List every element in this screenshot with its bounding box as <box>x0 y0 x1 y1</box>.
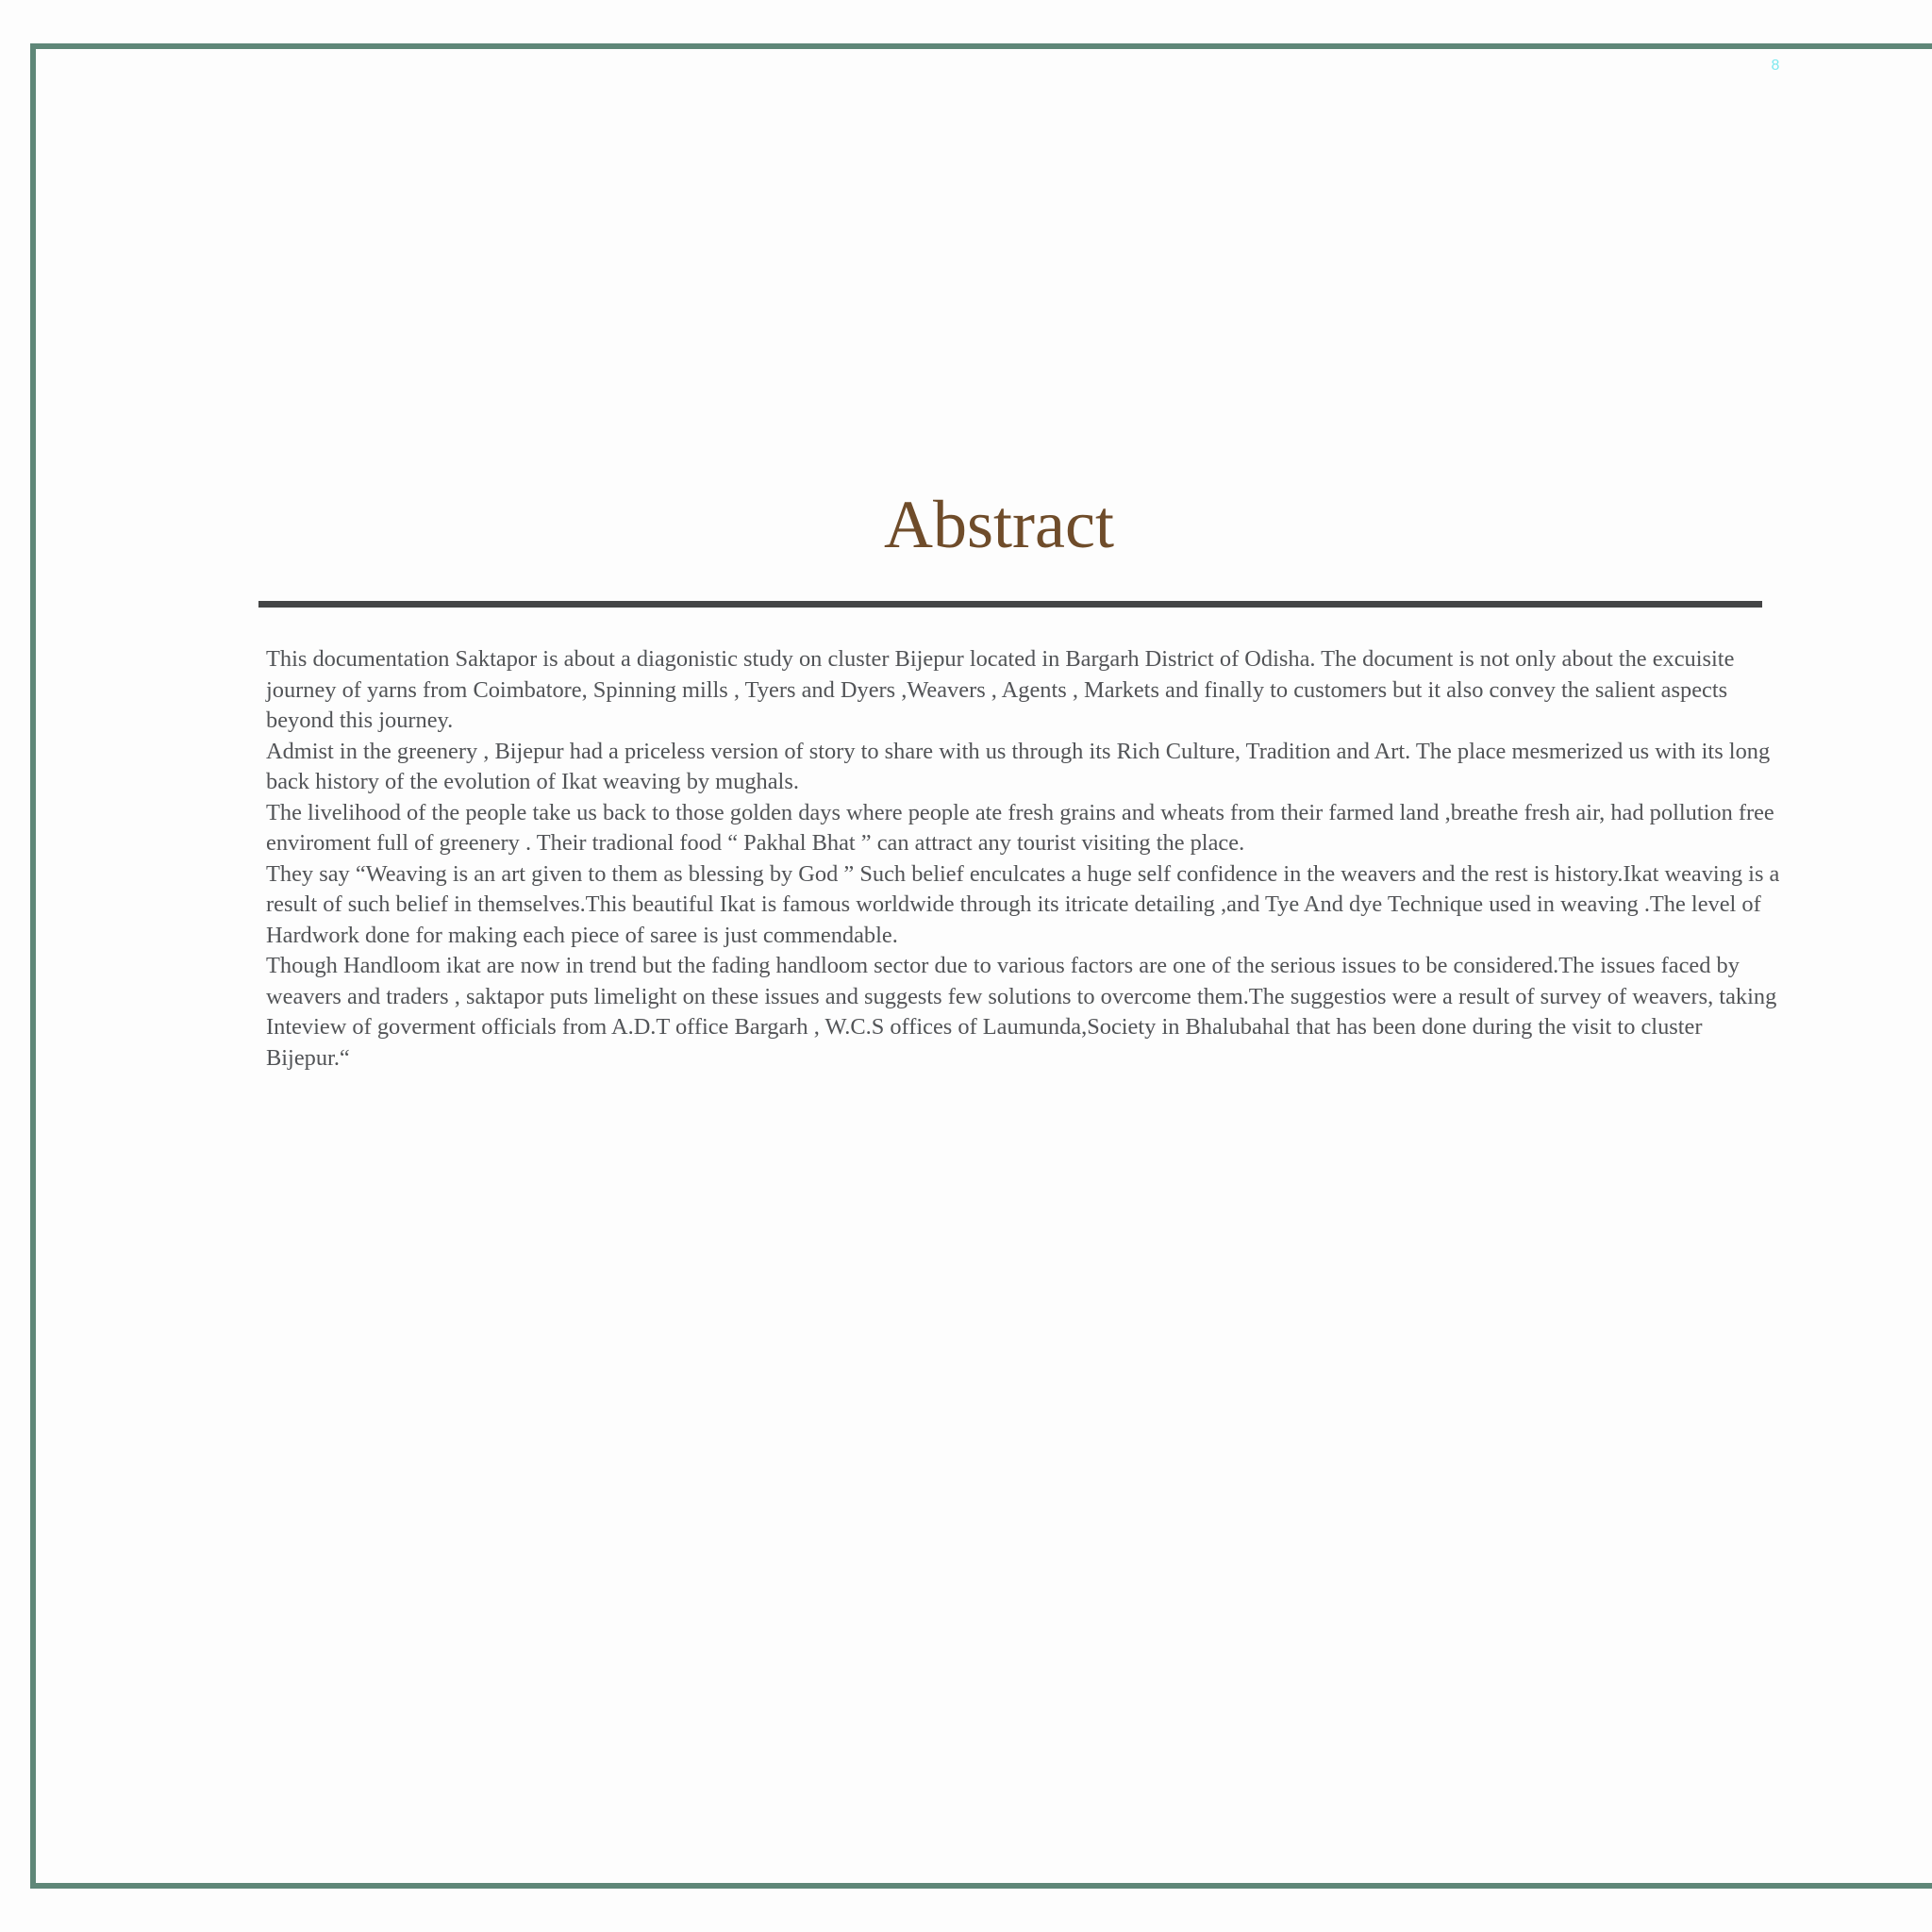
abstract-paragraph-3: The livelihood of the people take us back to those golden days where people ate fresh grains and wheats from their farmed land ,breathe fresh air, had pollution free enviroment full of greenery . Their tradional food “ Pakhal Bhat ” can attract any tourist visiting the place. <box>266 799 1774 856</box>
page-number: 8 <box>1771 58 1780 74</box>
abstract-paragraph-2: Admist in the greenery , Bijepur had a priceless version of story to share with us through its Rich Culture, Tradition and Art. The place mesmerized us with its long back history of the evolution of Ikat weaving by mughals. <box>266 738 1771 794</box>
abstract-body <box>266 644 1781 1074</box>
abstract-paragraph-5: Though Handloom ikat are now in trend but the fading handloom sector due to various factors are one of the serious issues to be considered.The issues faced by weavers and traders , saktapor puts limelight on these issues and suggests few solutions to overcome them.The suggestios were a result of survey of weavers, taking Inteview of goverment officials from A.D.T office Bargarh , W.C.S offices of Laumunda,Society in Bhalubahal that has been done during the visit to cluster Bijepur.“ <box>266 953 1777 1071</box>
page-title: Abstract <box>884 487 1114 562</box>
abstract-paragraph-1: This documentation Saktapor is about a diagonistic study on cluster Bijepur located in Bargarh District of Odisha. The document is not only about the excuisite journey of yarns from Coimbatore, Spinning mills , Tyers and Dyers ,Weavers , Agents , Markets and finally to customers but it also convey the salient aspects beyond this journey. <box>266 646 1735 733</box>
abstract-paragraph-4: They say “Weaving is an art given to them as blessing by God ” Such belief enculcates a huge self confidence in the weavers and the rest is history.Ikat weaving is a result of such belief in themselves.This beautiful Ikat is famous worldwide through its itricate detailing ,and Tye And dye Technique used in weaving .The level of Hardwork done for making each piece of saree is just commendable. <box>266 860 1780 948</box>
title-divider-rule <box>258 601 1762 608</box>
